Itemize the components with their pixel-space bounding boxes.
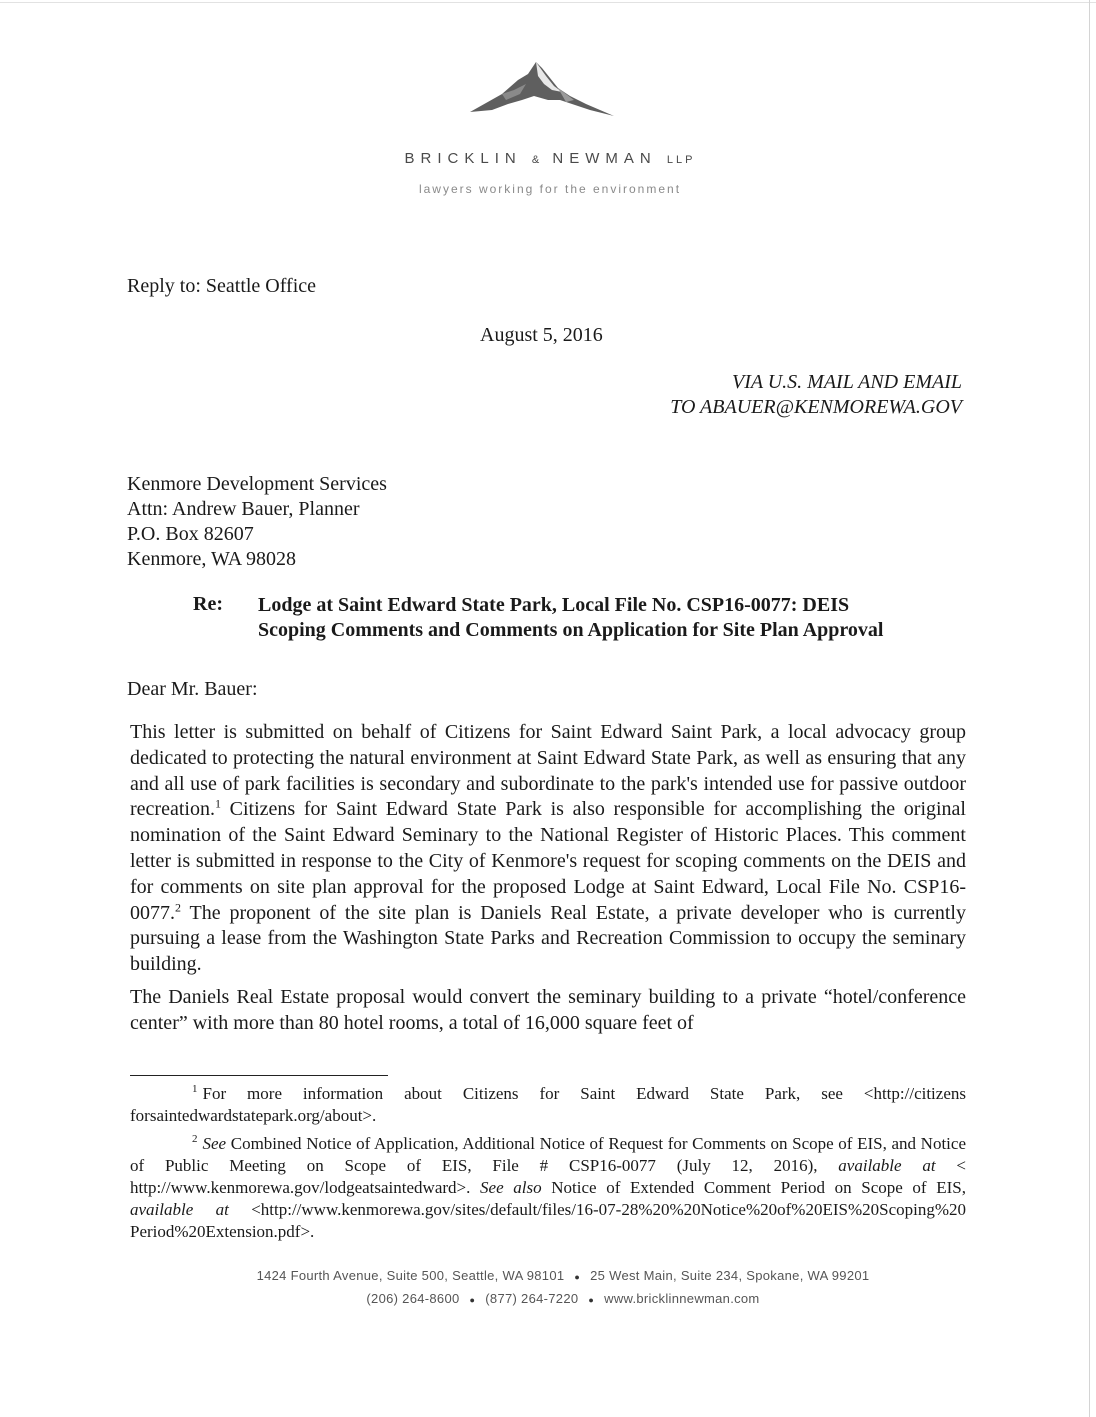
footer-spokane-address: 25 West Main, Suite 234, Spokane, WA 99201 [590, 1268, 870, 1283]
footnote-ref-1: 1 [214, 796, 221, 811]
subject-text [258, 593, 958, 643]
footnote-2-mark: 2 [192, 1133, 198, 1146]
firm-name [340, 150, 760, 167]
footer-bullet-icon: ● [469, 1294, 476, 1305]
p1-text-a: This letter is submitted on behalf of Citizens for Saint Edward Saint Park, a local advocacy group dedicated to protecting the natural environment at Saint Edward State Park, as well as ensuring that any and all use of park facilities is secondary and subordinate to the park's intended use for passive outdoor recreation. [130, 721, 966, 821]
recipient-line-1: Kenmore Development Services [127, 473, 387, 495]
body-paragraph-1 [130, 720, 966, 978]
footnote-ref-2: 2 [175, 899, 181, 914]
delivery-line-2: TO ABAUER@KENMOREWA.GOV [670, 396, 962, 418]
salutation: Dear Mr. Bauer: [127, 678, 258, 700]
delivery-method [670, 370, 962, 420]
reply-to: Reply to: Seattle Office [127, 275, 317, 297]
footnote-1-text: For more information about Citizens for Saint Edward State Park, see <http://citizens forsaintedwardstatepark.org/about>. [130, 1084, 966, 1125]
footnote-2-see: See [202, 1134, 227, 1153]
body-paragraph-2: The Daniels Real Estate proposal would convert the seminary building to a private “hotel/conference center” with more than 80 hotel rooms, a total of 16,000 square feet of [130, 986, 966, 1034]
letter-date: August 5, 2016 [480, 324, 603, 346]
footnote-1 [130, 1083, 966, 1127]
footnote-2-text-d: <http://www.kenmorewa.gov/sites/default/files/16-07-28%20%20Notice%20of%20EIS%20Scoping%20 Period%20Extension.pdf>. [130, 1200, 966, 1241]
footer-website: www.bricklinnewman.com [604, 1291, 760, 1306]
firm-name-ampersand: & [531, 154, 543, 166]
p1-text-c: The proponent of the site plan is Daniels Real Estate, a private developer who is currently pursuing a lease from the Washington State Parks and Recreation Commission to occupy the seminary building. [130, 901, 966, 976]
footnote-2-text-a: Combined Notice of Application, Additional Notice of Request for Comments on Scope of EIS, and Notice of Public Meeting on Scope of EIS, File # CSP16-0077 (July 12, 2016), [130, 1134, 966, 1175]
recipient-address [127, 472, 387, 572]
footnote-1-mark: 1 [192, 1083, 198, 1096]
page-edge-right [1089, 0, 1090, 1417]
footer-phone-1: (206) 264-8600 [366, 1291, 460, 1306]
firm-name-part1: BRICKLIN [404, 150, 522, 167]
footer-phone-2: (877) 264-7220 [485, 1291, 579, 1306]
footer-bullet-icon: ● [588, 1294, 595, 1305]
recipient-line-3: P.O. Box 82607 [127, 523, 254, 545]
mountain-logo-icon [462, 60, 622, 126]
delivery-line-1: VIA U.S. MAIL AND EMAIL [732, 371, 962, 393]
firm-name-suffix: LLP [666, 154, 696, 166]
page-edge-top [0, 2, 1096, 3]
firm-name-part2: NEWMAN [552, 150, 657, 167]
footer-contacts [0, 1291, 1096, 1306]
footer-addresses [0, 1268, 1096, 1283]
footnote-divider [130, 1075, 388, 1076]
footer-seattle-address: 1424 Fourth Avenue, Suite 500, Seattle, WA 98101 [256, 1268, 565, 1283]
subject-label: Re: [193, 593, 223, 615]
recipient-line-4: Kenmore, WA 98028 [127, 548, 297, 570]
footnote-2-text-b: < http://www.kenmorewa.gov/lodgeatsaintedward>. [130, 1156, 966, 1197]
recipient-line-2: Attn: Andrew Bauer, Planner [127, 498, 360, 520]
footnote-2 [130, 1133, 966, 1243]
footnote-2-see-also: See also [480, 1178, 542, 1197]
firm-tagline: lawyers working for the environment [418, 182, 682, 196]
footnote-2-text-c: Notice of Extended Comment Period on Scope of EIS, [541, 1178, 966, 1197]
subject-line-1: Lodge at Saint Edward State Park, Local File No. CSP16-0077: DEIS [258, 594, 850, 616]
footer-bullet-icon: ● [574, 1271, 581, 1282]
footnote-2-available-1: available at [838, 1156, 936, 1175]
subject-line-2: Scoping Comments and Comments on Application for Site Plan Approval [258, 619, 884, 641]
p1-text-b: Citizens for Saint Edward State Park is also responsible for accomplishing the original nomination of the Saint Edward Seminary to the National Register of Historic Places. This comment letter is submitted in response to the City of Kenmore's request for scoping comments on the DEIS and for comments on site plan approval for the proposed Lodge at Saint Edward, Local File No. CSP16-0077. [130, 798, 966, 924]
footnote-2-available-2: available at [130, 1200, 229, 1219]
